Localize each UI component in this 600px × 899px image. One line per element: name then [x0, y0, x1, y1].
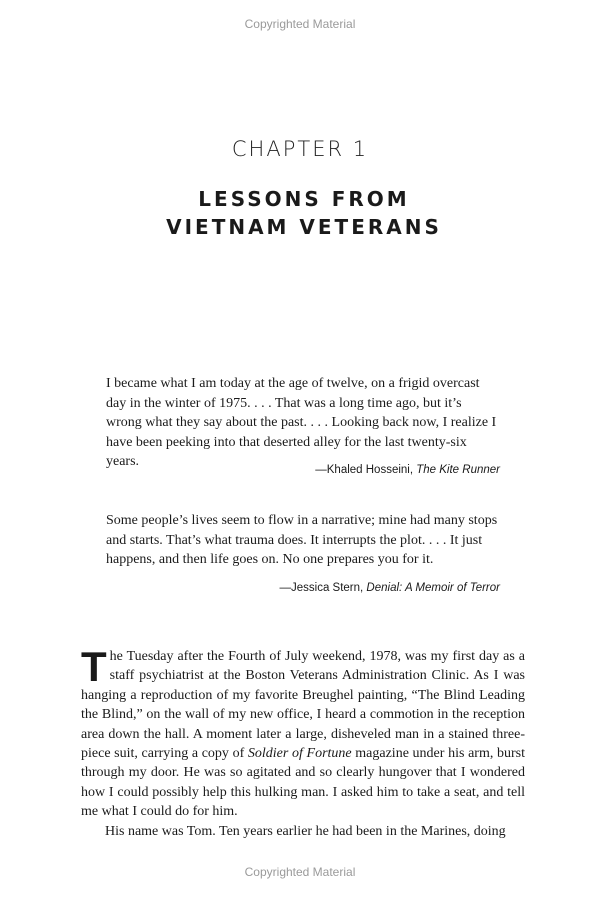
paragraph-1-part-1: he Tuesday after the Fourth of July weekend, 1978, was my first day as a staff psychiatrist at the Boston Veterans Administration Clinic. As I was hanging a reproduction of my favorite Breughel painting, “The Blind Leading the Blind,” on the wall of my new office, I heard a commotion in the reception area down the hall. A moment later a large, disheveled man in a stained three-piece suit, carrying a copy of: [81, 649, 525, 762]
copyright-watermark-bottom: Copyrighted Material: [244, 865, 356, 879]
paragraph-1: [81, 643, 525, 822]
chapter-title-line-2: VIETNAM VETERANS: [166, 215, 442, 239]
epigraph-1-text: I became what I am today at the age of twelve, on a frigid overcast day in the winter of 1975. . . . That was a long time ago, but it’s wrong what they say about the past. . . . Looking back now, I realize I have been peeking into that deserted alley for the last twenty-six years.: [106, 376, 497, 469]
epigraph-2-author: —Jessica Stern,: [279, 582, 367, 594]
copyright-watermark-top: Copyrighted Material: [244, 17, 356, 31]
paragraph-1-part-2: magazine under his arm, burst through my door. He was so agitated and so clearly hungover that I wondered how I could possibly help this hulking man. I asked him to take a seat, and tell me what I could do for him.: [81, 746, 525, 820]
epigraph-2-text: Some people’s lives seem to flow in a narrative; mine had many stops and starts. That’s what trauma does. It interrupts the plot. . . . It just happens, and then life goes on. No one prepares you for it.: [106, 513, 498, 567]
epigraph-1-attribution: [106, 464, 500, 476]
paragraph-2: His name was Tom. Ten years earlier he had been in the Marines, doing: [105, 823, 506, 839]
epigraph-2-work: Denial: A Memoir of Terror: [366, 582, 500, 594]
epigraph-2-attribution: [106, 582, 500, 594]
epigraph-1-work: The Kite Runner: [416, 464, 500, 476]
chapter-title-line-1: LESSONS FROM: [198, 187, 410, 211]
magazine-title: Soldier of Fortune: [247, 746, 352, 762]
epigraph-1-author: —Khaled Hosseini,: [315, 464, 417, 476]
chapter-title: [0, 185, 600, 241]
body-text: [81, 643, 525, 841]
drop-cap: T: [81, 643, 107, 690]
chapter-number: CHAPTER 1: [231, 137, 369, 161]
